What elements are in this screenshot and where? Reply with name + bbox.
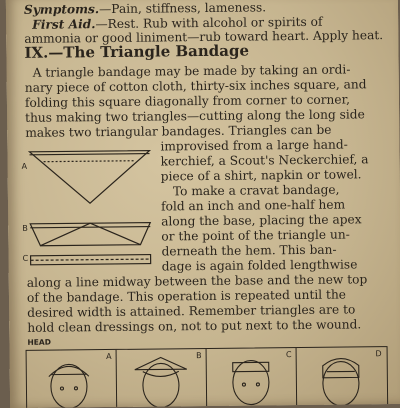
head-illustration-icon: [297, 347, 387, 408]
paragraph-line: makes two triangular bandages. Triangles can be: [25, 124, 331, 139]
head-illustration-icon: [27, 350, 117, 408]
paragraph-line: or the point of the triangle un-: [161, 228, 350, 242]
head-panel-b: [117, 349, 208, 408]
head-illustration-icon: [117, 349, 207, 408]
head-section-label: HEAD: [27, 338, 51, 347]
head-panel-a: [27, 350, 118, 408]
figure-letter-c: C: [23, 254, 29, 263]
symptoms-label: Symptoms.: [24, 2, 99, 17]
paragraph-line: improvised from a large hand-: [160, 138, 347, 152]
paragraph-line: hold clean dressings on, not to put next to the wound.: [27, 318, 361, 334]
triangle-a-shape: [29, 151, 150, 204]
paragraph-line: along the base, placing the apex: [161, 213, 361, 227]
panel-letter-b: B: [196, 351, 202, 360]
paragraph-line: fold an inch and one-half hem: [161, 199, 345, 213]
paragraph-line: along a line midway between the base and the new top: [27, 273, 367, 289]
first-aid-label: First Aid.: [32, 17, 95, 32]
book-page: [6, 0, 400, 408]
first-aid-text: —Rest. Rub with alcohol or spirits of: [95, 15, 322, 31]
first-aid-line-2: ammonia or good liniment—rub toward heart. Apply heat.: [24, 29, 383, 45]
symptoms-line: [24, 1, 266, 16]
section-heading: IX.—The Triangle Bandage: [24, 42, 249, 62]
paragraph-line: desired width is attained. Remember triangles are to: [27, 303, 355, 319]
panel-letter-a: A: [106, 352, 112, 361]
paragraph-line: piece of a shirt, napkin or towel.: [161, 168, 362, 182]
paragraph-line: thus making two triangles—cutting along the long side: [25, 108, 365, 124]
figure-letter-b: B: [22, 224, 28, 233]
head-panel-c: [207, 348, 298, 408]
symptoms-text: —Pain, stiffness, lameness.: [99, 0, 266, 16]
head-bandage-illustrations: [26, 346, 389, 408]
panel-letter-d: D: [375, 349, 381, 358]
paragraph-line: To make a cravat bandage,: [173, 184, 340, 198]
paragraph-line: kerchief, a Scout's Neckerchief, a: [161, 153, 369, 167]
head-illustration-icon: [207, 348, 297, 408]
figure-letter-a: A: [22, 162, 28, 171]
panel-letter-c: C: [286, 350, 292, 359]
paragraph-line: nary piece of cotton cloth, thirty-six inches square, and: [25, 78, 367, 94]
head-panel-d: [297, 347, 387, 408]
paragraph-line: A triangle bandage may be made by taking an ordi-: [33, 63, 351, 79]
paragraph-line: dage is again folded lengthwise: [162, 258, 358, 272]
paragraph-line: folding this square diagonally from corner to corner,: [25, 93, 350, 109]
paragraph-line: of the bandage. This operation is repeated until the: [27, 289, 346, 305]
triangle-fold-diagram: [21, 140, 158, 275]
paragraph-line: derneath the hem. This ban-: [161, 244, 336, 258]
